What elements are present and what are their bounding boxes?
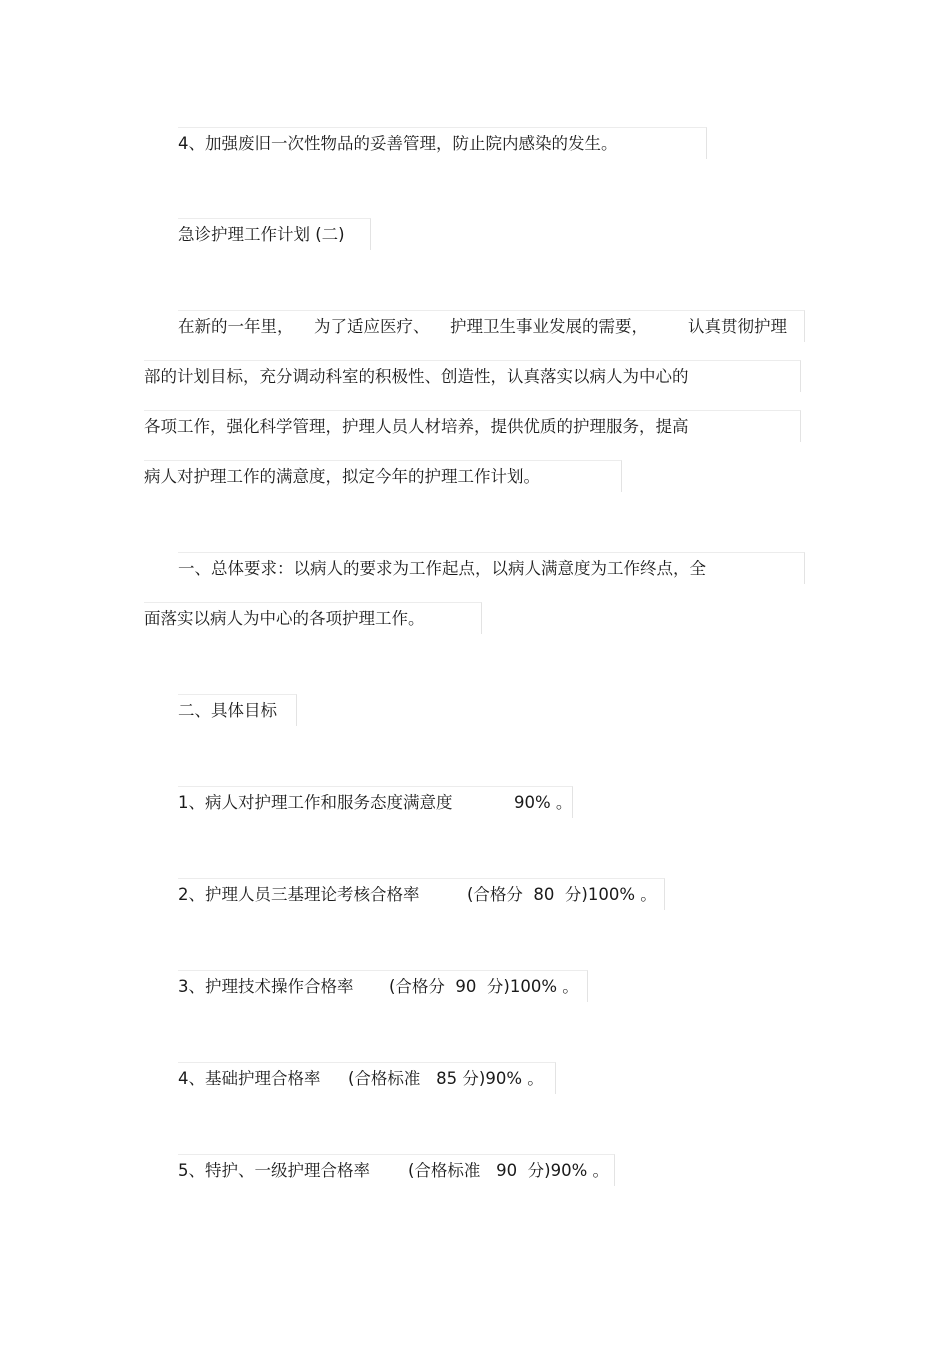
section-heading	[178, 218, 371, 250]
intro-part-b: 为了适应医疗、	[314, 317, 430, 336]
intro-part-c: 护理卫生事业发展的需要，	[450, 317, 648, 336]
paragraph-requirement-line-2	[144, 602, 482, 634]
paragraph-intro-line-3	[144, 410, 801, 442]
paragraph-requirement-line-1	[178, 552, 805, 584]
target-label: 1、病人对护理工作和服务态度满意度	[178, 793, 453, 812]
paragraph-intro-line-1	[178, 310, 805, 342]
line-text: 4、加强废旧一次性物品的妥善管理，防止院内感染的发生。	[178, 134, 618, 153]
target-label: 4、基础护理合格率	[178, 1069, 321, 1088]
heading-text: 急诊护理工作计划 (二)	[178, 225, 345, 244]
target-item-1	[178, 786, 573, 818]
line-text: 面落实以病人为中心的各项护理工作。	[144, 609, 425, 628]
text-line-item-4	[178, 127, 707, 159]
target-item-4	[178, 1062, 556, 1094]
target-value: 90% 。	[514, 793, 573, 812]
line-text: 各项工作，强化科学管理，护理人员人材培养，提供优质的护理服务，提高	[144, 417, 689, 436]
target-item-3	[178, 970, 588, 1002]
intro-part-a: 在新的一年里，	[178, 317, 294, 336]
section-title-targets	[178, 694, 297, 726]
line-text: 部的计划目标，充分调动科室的积极性、创造性，认真落实以病人为中心的	[144, 367, 689, 386]
intro-part-d: 认真贯彻护理	[688, 317, 787, 336]
target-value: (合格标准 85 分)90% 。	[348, 1069, 544, 1088]
line-text: 病人对护理工作的满意度，拟定今年的护理工作计划。	[144, 467, 540, 486]
target-value: (合格分 80 分)100% 。	[467, 885, 657, 904]
target-label: 2、护理人员三基理论考核合格率	[178, 885, 420, 904]
line-text: 二、具体目标	[178, 701, 277, 720]
target-label: 5、特护、一级护理合格率	[178, 1161, 370, 1180]
target-item-5	[178, 1154, 615, 1186]
paragraph-intro-line-4	[144, 460, 622, 492]
line-text: 一、总体要求：以病人的要求为工作起点，以病人满意度为工作终点，全	[178, 559, 706, 578]
target-item-2	[178, 878, 665, 910]
target-value: (合格标准 90 分)90% 。	[408, 1161, 610, 1180]
target-value: (合格分 90 分)100% 。	[389, 977, 579, 996]
target-label: 3、护理技术操作合格率	[178, 977, 354, 996]
paragraph-intro-line-2	[144, 360, 801, 392]
